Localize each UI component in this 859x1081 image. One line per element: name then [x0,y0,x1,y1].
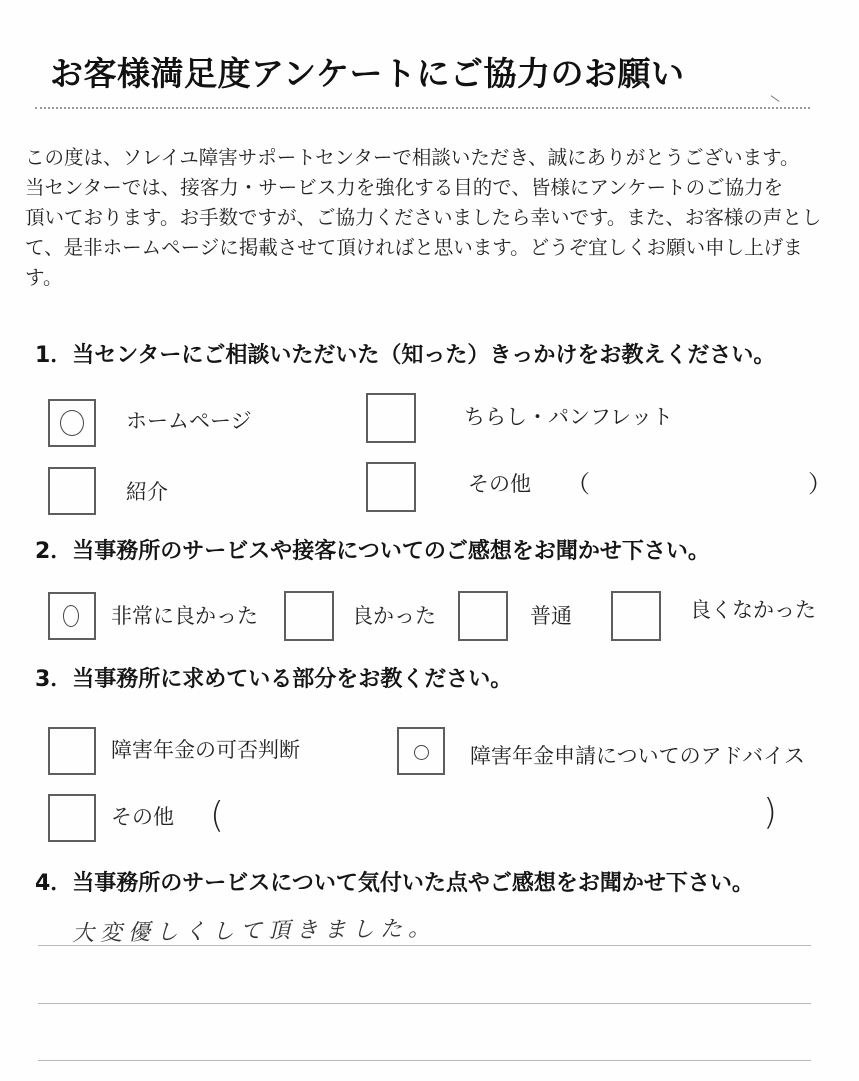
q1-option-homepage-label: ホームページ [126,409,252,433]
q3-other-paren-open: ( [210,795,225,836]
handwritten-answer[interactable]: 大変優しくして頂きました。 [71,916,437,947]
q2-option-not-good-checkbox[interactable] [611,591,661,641]
q1-option-flyer-checkbox[interactable] [366,393,416,443]
q2-option-good-label: 良かった [352,604,436,628]
question-1-label: 1．当センターにご相談いただいた（知った）きっかけをお教えください。 [35,343,776,368]
answer-line-1 [38,945,811,946]
q2-option-very-good-checkbox[interactable] [48,592,96,640]
intro-line: この度は、ソレイユ障害サポートセンターで相談いただき、誠にありがとうございます。 [25,146,800,169]
q1-other-paren-open: （ [566,470,590,498]
q1-option-flyer-label: ちらし・パンフレット [464,405,673,429]
intro-line: 当センターでは、接客力・サービス力を強化する目的で、皆様にアンケートのご協力を [25,176,784,199]
q2-option-not-good-label: 良くなかった [690,598,816,622]
q3-option-advice-checkbox[interactable] [397,727,445,775]
answer-line-2 [38,1003,811,1004]
page-title: お客様満足度アンケートにご協力のお願い [50,54,685,93]
q2-option-very-good-label: 非常に良かった [111,604,258,628]
q1-option-referral-label: 紹介 [126,480,168,504]
q3-option-eligibility-label: 障害年金の可否判断 [111,738,300,762]
q3-option-eligibility-checkbox[interactable] [48,727,96,775]
intro-line: 頂いております。お手数ですが、ご協力くださいましたら幸いです。また、お客様の声とし [25,206,822,229]
q1-option-referral-checkbox[interactable] [48,467,96,515]
question-2-label: 2．当事務所のサービスや接客についてのご感想をお聞かせ下さい。 [35,539,710,564]
question-3-label: 3．当事務所に求めている部分をお教ください。 [35,667,513,692]
q1-option-other-checkbox[interactable] [366,462,416,512]
q1-option-other-label: その他 [468,472,531,496]
q1-other-paren-close: ） [808,470,832,498]
q1-option-homepage-checkbox[interactable] [48,399,96,447]
q3-other-paren-close: ) [763,792,778,833]
q2-option-average-checkbox[interactable] [458,591,508,641]
question-4-label: 4．当事務所のサービスについて気付いた点やご感想をお聞かせ下さい。 [35,871,754,896]
intro-line: す。 [25,266,63,289]
intro-line: て、是非ホームページに掲載させて頂ければと思います。どうぞ宜しくお願い申し上げま [25,236,803,259]
answer-line-3 [38,1060,811,1061]
q3-option-other-label: その他 [111,805,174,829]
q3-option-advice-label: 障害年金申請についてのアドバイス [470,744,805,768]
q2-option-average-label: 普通 [530,604,572,628]
circle-check-mark [63,605,79,627]
q3-option-other-checkbox[interactable] [48,794,96,842]
scan-speck [771,95,780,102]
title-divider [35,107,810,109]
q2-option-good-checkbox[interactable] [284,591,334,641]
circle-check-mark [414,745,429,760]
intro-paragraph [25,143,825,293]
circle-check-mark [60,410,84,436]
